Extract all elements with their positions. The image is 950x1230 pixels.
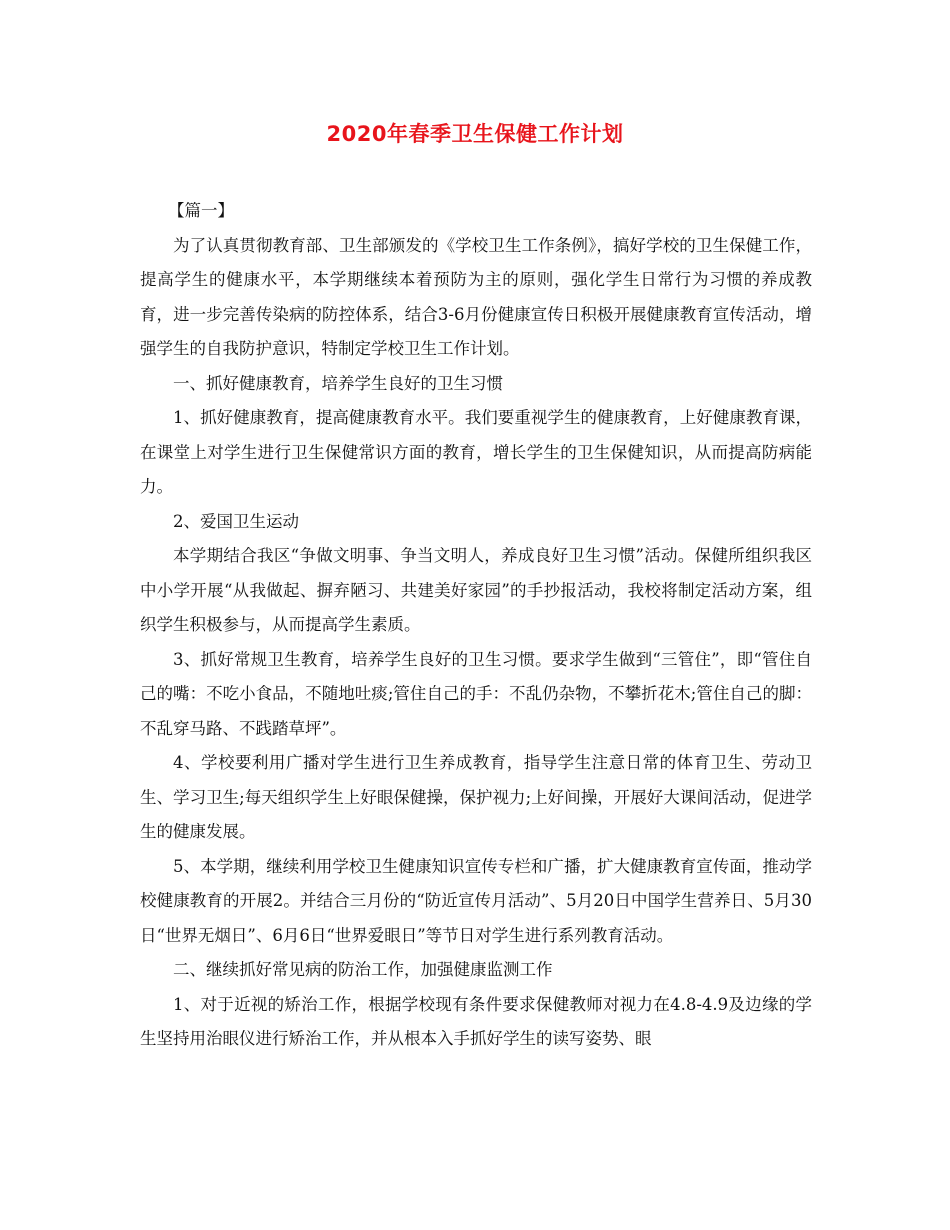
document-body (140, 194, 812, 1057)
section-label: 【篇一】 (168, 201, 235, 220)
paragraph-item-4: 4、学校要利用广播对学生进行卫生养成教育，指导学生注意日常的体育卫生、劳动卫生、学习卫生;每天组织学生上好眼保健操，保护视力;上好间操，开展好大课间活动，促进学生的健康发展。 (140, 753, 812, 841)
paragraph-section-2-item-1: 1、对于近视的矫治工作，根据学校现有条件要求保健教师对视力在4.8-4.9及边缘的学生坚持用治眼仪进行矫治工作，并从根本入手抓好学生的读写姿势、眼 (140, 994, 812, 1048)
heading-section-2: 二、继续抓好常见病的防治工作，加强健康监测工作 (173, 960, 553, 979)
paragraph-item-5: 5、本学期，继续利用学校卫生健康知识宣传专栏和广播，扩大健康教育宣传面，推动学校健康教育的开展2。并结合三月份的“防近宣传月活动”、5月20日中国学生营养日、5月30日“世界无烟日”、6月6日“世界爱眼日”等节日对学生进行系列教育活动。 (140, 856, 812, 945)
paragraph-item-2: 本学期结合我区“争做文明事、争当文明人，养成良好卫生习惯”活动。保健所组织我区中小学开展“从我做起、摒弃陋习、共建美好家园”的手抄报活动，我校将制定活动方案，组织学生积极参与，从而提高学生素质。 (140, 546, 812, 634)
paragraph-item-2-heading: 2、爱国卫生运动 (173, 511, 299, 531)
paragraph-intro: 为了认真贯彻教育部、卫生部颁发的《学校卫生工作条例》，搞好学校的卫生保健工作，提高学生的健康水平，本学期继续本着预防为主的原则，强化学生日常行为习惯的养成教育，进一步完善传染病的防控体系，结合3-6月份健康宣传日积极开展健康教育宣传活动，增强学生的自我防护意识，特制定学校卫生工作计划。 (140, 235, 812, 358)
document-title: 2020年春季卫生保健工作计划 (326, 122, 624, 146)
heading-section-1: 一、抓好健康教育，培养学生良好的卫生习惯 (173, 373, 503, 393)
paragraph-item-3: 3、抓好常规卫生教育，培养学生良好的卫生习惯。要求学生做到“三管住”，即“管住自己的嘴：不吃小食品，不随地吐痰;管住自己的手：不乱仍杂物，不攀折花木;管住自己的脚：不乱穿马路、不践踏草坪”。 (140, 649, 812, 738)
paragraph-item-1: 1、抓好健康教育，提高健康教育水平。我们要重视学生的健康教育，上好健康教育课，在课堂上对学生进行卫生保健常识方面的教育，增长学生的卫生保健知识，从而提高防病能力。 (140, 408, 812, 496)
